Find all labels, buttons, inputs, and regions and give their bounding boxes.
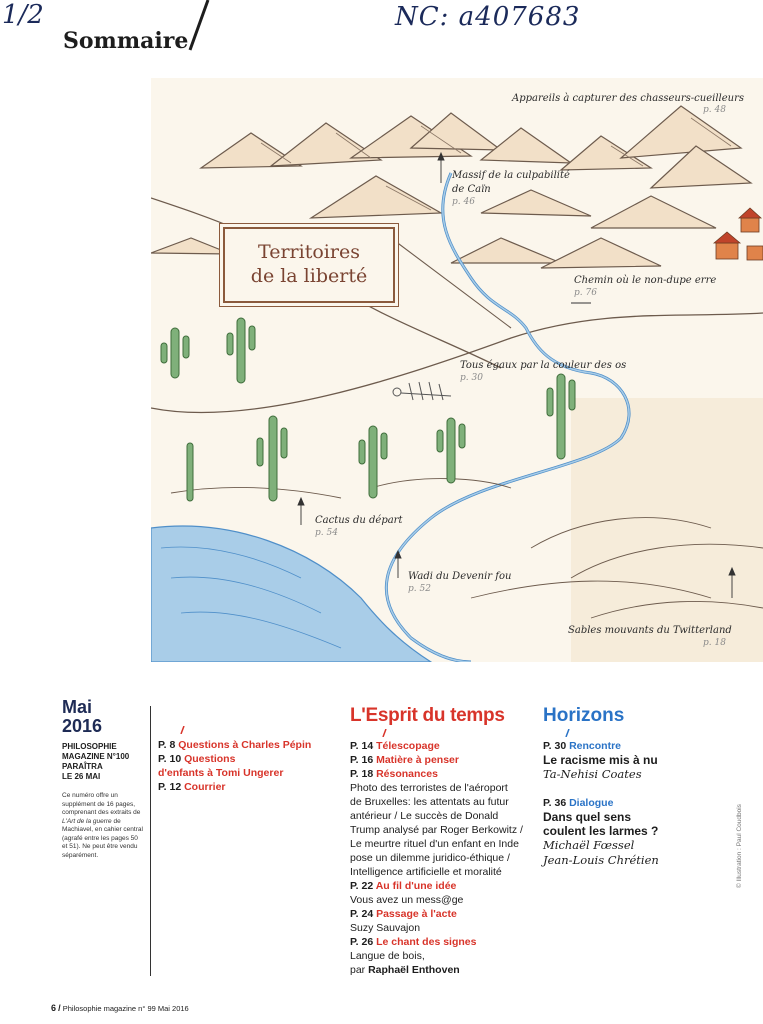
illustration-credit: © Illustration : Paul Coudbois	[736, 804, 743, 888]
toc-page-number: P. 8	[158, 739, 176, 751]
map-label-chemin-page: p. 76	[574, 288, 597, 298]
article-title-line-2: coulent les larmes ?	[543, 824, 659, 838]
issue-note-part-1: Ce numéro offre un supplément de 16 pages, comprenant des extraits de	[62, 792, 141, 816]
toc-entry-label: Matière à penser	[376, 754, 459, 766]
map-label-sables: Sables mouvants du Twitterland	[568, 625, 732, 636]
handwritten-note-top: NC: a407683	[395, 2, 581, 32]
toc-entry-label: Au fil d'une idée	[375, 880, 457, 892]
map-label-wadi-page: p. 52	[408, 584, 431, 594]
map-label-massif-page: p. 46	[452, 197, 475, 207]
map-title-line-2: de la liberté	[250, 265, 368, 287]
issue-release-date: LE 26 MAI	[62, 772, 101, 781]
issue-supplement-note	[62, 792, 144, 860]
author-name: Raphaël Enthoven	[368, 964, 460, 976]
issue-info-column	[62, 698, 142, 860]
map-label-massif-2: de Caïn	[452, 184, 491, 195]
toc-entry-p30[interactable]	[543, 739, 713, 753]
toc-page-number: P. 18	[350, 768, 374, 780]
toc-entry-label: Questions à Charles Pépin	[178, 739, 312, 751]
toc-entry-label: Courrier	[184, 781, 226, 793]
map-label-tous-egaux-page: p. 30	[460, 373, 483, 383]
toc-entry-label: Dialogue	[569, 797, 614, 809]
red-tick-decoration	[382, 729, 387, 737]
map-label-appareils: Appareils à capturer des chasseurs-cueilleurs	[512, 93, 744, 104]
toc-entry-label: Résonances	[376, 768, 438, 780]
footer-text: Philosophie magazine n° 99 Mai 2016	[62, 1004, 189, 1013]
section-esprit-du-temps	[350, 705, 530, 977]
footer-page-number: 6	[51, 1003, 57, 1013]
map-label-chemin: Chemin où le non-dupe erre	[574, 275, 717, 286]
toc-entry-p24[interactable]	[350, 907, 530, 921]
issue-number: MAGAZINE N°100	[62, 752, 130, 761]
toc-entry-p16[interactable]	[350, 753, 530, 767]
map-label-cactus: Cactus du départ	[315, 515, 403, 526]
article-title: Le racisme mis à nu	[543, 753, 658, 767]
left-contents-list	[158, 738, 328, 794]
issue-note-part-2: de Machiavel, en cahier central (agrafé entre les pages 50 et 51). Ne peut être vendu séparément.	[62, 817, 143, 859]
article-title: Dans quel sens	[543, 810, 632, 824]
toc-entry-p26[interactable]	[350, 935, 530, 949]
issue-month: Mai	[62, 697, 93, 717]
toc-page-number: P. 22	[350, 880, 374, 892]
description-line: Photo des terroristes de l'aéroport	[350, 782, 508, 794]
toc-page-number: P. 30	[543, 740, 567, 752]
issue-magazine: PHILOSOPHIE	[62, 742, 117, 751]
map-label-sables-page: p. 18	[703, 638, 726, 648]
toc-entry-description: Vous avez un mess@ge	[350, 894, 464, 906]
page-title: Sommaire	[63, 28, 189, 54]
toc-entry-p18[interactable]	[350, 767, 530, 781]
red-tick-decoration	[180, 726, 185, 734]
toc-page-number: P. 26	[350, 936, 374, 948]
description-line: pose un dilemme juridico-éthique /	[350, 852, 510, 864]
handwritten-note-left: 1/2	[2, 0, 44, 30]
issue-note-italic: L'Art de la guerre	[62, 817, 112, 825]
description-line: de Bruxelles: les attentats au futur	[350, 796, 509, 808]
description-line: Intelligence artificielle et moralité	[350, 866, 502, 878]
toc-entry-author-line	[350, 963, 530, 977]
section-title: Horizons	[543, 705, 625, 726]
toc-entry-p10[interactable]	[158, 752, 328, 766]
author-prefix: par	[350, 964, 369, 976]
map-label-tous-egaux: Tous égaux par la couleur des os	[460, 360, 627, 371]
toc-entry-p10-continued[interactable]	[158, 766, 328, 780]
toc-entry-p14[interactable]	[350, 739, 530, 753]
toc-entry-p8[interactable]	[158, 738, 328, 752]
article-author: Michaël Fœssel	[543, 838, 635, 852]
map-label-cactus-page: p. 54	[315, 528, 338, 538]
section-title: L'Esprit du temps	[350, 705, 505, 726]
resonances-description	[350, 781, 530, 879]
issue-year: 2016	[62, 716, 103, 736]
description-line: antérieur / Le succès de Donald	[350, 810, 499, 822]
map-title-line-1: Territoires	[258, 241, 360, 263]
page-footer: 6 / Philosophie magazine n° 99 Mai 2016	[51, 1003, 189, 1013]
issue-details	[62, 742, 142, 782]
article-author: Ta-Nehisi Coates	[543, 767, 642, 781]
toc-page-number: P. 24	[350, 908, 374, 920]
toc-entry-description: Suzy Sauvajon	[350, 922, 421, 934]
toc-entry-label: Le chant des signes	[376, 936, 477, 948]
toc-entry-p36[interactable]	[543, 796, 713, 810]
spacer	[543, 782, 713, 796]
section-horizons	[543, 705, 713, 868]
toc-entry-label: d'enfants à Tomi Ungerer	[158, 767, 284, 779]
title-slash-decoration	[180, 0, 210, 56]
toc-entry-label: Rencontre	[569, 740, 622, 752]
description-line: Le meurtre rituel d'un enfant en Inde	[350, 838, 519, 850]
toc-page-number: P. 10	[158, 753, 182, 765]
toc-entry-label: Télescopage	[376, 740, 440, 752]
toc-entry-description: Langue de bois,	[350, 950, 425, 962]
map-label-appareils-page: p. 48	[703, 105, 726, 115]
toc-entry-p22[interactable]	[350, 879, 530, 893]
toc-entry-label: Questions	[184, 753, 236, 765]
column-divider	[150, 706, 151, 976]
toc-page-number: P. 14	[350, 740, 374, 752]
toc-entry-p12[interactable]	[158, 780, 328, 794]
toc-page-number: P. 16	[350, 754, 374, 766]
description-line: Trump analysé par Roger Berkowitz /	[350, 824, 523, 836]
issue-release-label: PARAÎTRA	[62, 762, 103, 771]
blue-tick-decoration	[565, 729, 570, 737]
map-illustration	[151, 78, 763, 662]
map-title-box	[223, 227, 395, 303]
map-label-massif: Massif de la culpabilité	[452, 170, 570, 181]
toc-page-number: P. 36	[543, 797, 567, 809]
toc-page-number: P. 12	[158, 781, 182, 793]
map-label-wadi: Wadi du Devenir fou	[408, 571, 512, 582]
article-author: Jean-Louis Chrétien	[543, 853, 659, 867]
toc-entry-label: Passage à l'acte	[376, 908, 457, 920]
